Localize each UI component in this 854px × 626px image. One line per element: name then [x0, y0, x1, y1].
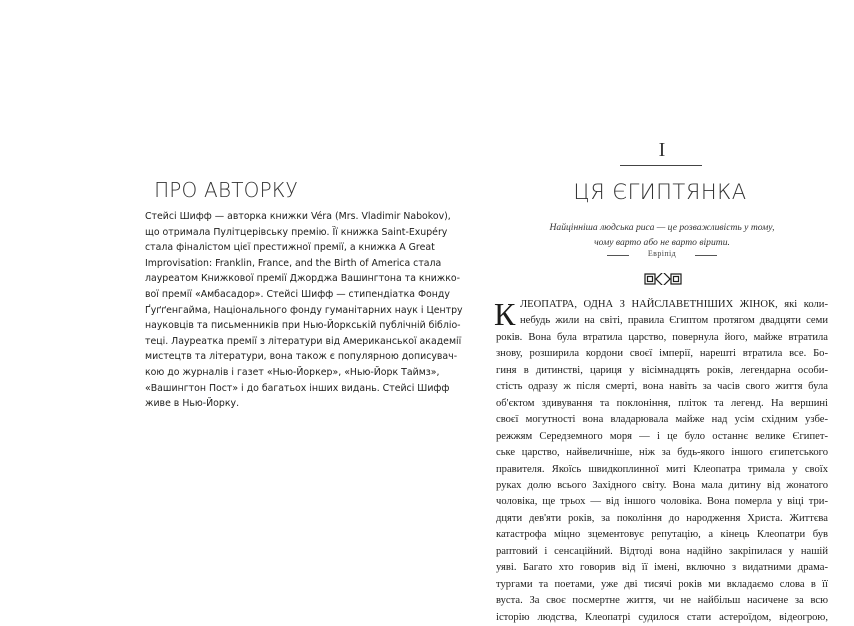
epigraph — [522, 220, 802, 250]
body-line: знову, розширила кордони своєї імперії, нарешті втратила все. Бо- — [496, 348, 828, 360]
about-author-heading: ПРО АВТОРКУ — [154, 178, 298, 202]
attribution-dash — [695, 255, 717, 256]
drop-cap: К — [494, 296, 516, 332]
body-line: стість одразу ж після смерті, вона навіть за часів свого життя була — [496, 381, 828, 393]
body-line: раптовий і сенсаційний. Відтоді вона надійно закріпилася у нашій — [496, 545, 828, 557]
epigraph-line: чому варто або не варто вірити. — [594, 237, 730, 248]
body-line: дцяти дев'яти років, за покоління до народження Христа. Життєва — [496, 512, 828, 524]
body-line: чоловіка, ще трьох — від іншого чоловіка. Вона померла у віці три- — [496, 496, 828, 508]
chapter-body — [496, 297, 828, 626]
body-line: ЛЕОПАТРА, ОДНА З НАЙСЛАВЕТНІШИХ ЖІНОК, які коли- — [520, 299, 828, 310]
bio-line: Стейсі Шифф — авторка книжки Véra (Mrs. Vladimir Nabokov), — [145, 211, 451, 222]
body-line: режжям Середземного моря — і це було останнє велике Єгипет- — [496, 430, 828, 442]
bio-line: стала фіналістом цієї престижної премії, а книжка A Great — [145, 242, 435, 254]
body-line: катастрофа міцно зцементовує репутацію, а кінець Клеопатри був — [496, 529, 828, 541]
bio-line: Ґуґґенгайма, Національного фонду гуманітарних наук і Центру — [145, 304, 463, 316]
chapter-number: I — [658, 139, 666, 161]
section-ornament-icon — [644, 273, 682, 285]
body-line: історію людства, Клеопатрі судилося стати астероїдом, відеогрою, — [496, 611, 828, 623]
author-bio — [145, 209, 463, 412]
body-line: тургами та поетами, уже дві тисячі років ми вкладаємо слова в її — [496, 578, 828, 590]
body-line: своєї могутності вона владарювала майже над усім східним узбе- — [496, 414, 828, 426]
bio-line: «Вашингтон Пост» і до багатьох інших видань. Стейсі Шифф — [145, 382, 450, 394]
bio-line: що отримала Пулітцерівську премію. Її книжка Saint-Exupéry — [145, 226, 448, 238]
bio-line: лауреатом Книжкової премії Джорджа Вашингтона та книжко- — [145, 273, 461, 285]
bio-line: теці. Лауреатка премії з літератури від Американської академії — [145, 335, 462, 347]
body-line: руках долю всього Західного світу. Вона мала дитину від жонатого — [496, 479, 828, 491]
body-line: об'єктом здивування та поклоніння, пліток та легенд. На вершині — [496, 397, 828, 409]
body-line: гиня в дитинстві, цариця у вісімнадцять років, легендарна особи- — [496, 364, 828, 376]
body-line: вуста. За своє посмертне життя, чи не найбільш насичене за всю — [496, 595, 828, 607]
epigraph-attribution — [597, 249, 727, 263]
body-line: ське царство, найвеличніше, ніж за будь-якого іншого єгипетського — [496, 447, 828, 459]
bio-line: кою до журналів і газет «Нью-Йоркер», «Нью-Йорк Таймз», — [145, 366, 440, 378]
bio-line: живе в Нью-Йорку. — [145, 398, 240, 410]
chapter-divider — [620, 165, 702, 166]
body-line: небудь жили на світі, правила Єгиптом протягом двадцяти семи — [520, 315, 828, 327]
bio-line: Improvisation: Franklin, France, and the Birth of America стала — [145, 257, 442, 269]
body-line: правителя. Якоїсь швидкоплинної миті Клеопатра тримала у своїх — [496, 463, 828, 475]
epigraph-line: Найцінніша людська риса — це розважливість у тому, — [549, 222, 775, 233]
bio-line: мистецтв та літератури, вона також є популярною дописувач- — [145, 351, 458, 363]
chapter-title: ЦЯ ЄГИПТЯНКА — [573, 180, 747, 204]
bio-line: науковців та письменників при Нью-Йоркській публічній бібліо- — [145, 320, 461, 332]
body-line: уяві. Багато хто говорив від її імені, включно з видатними драма- — [496, 562, 828, 574]
epigraph-source: Евріпід — [647, 249, 677, 258]
body-line: років. Вона була втратила царство, повернула його, майже втратила — [496, 331, 828, 343]
bio-line: вої премії «Амбасадор». Стейсі Шифф — стипендіатка Фонду — [145, 288, 450, 300]
